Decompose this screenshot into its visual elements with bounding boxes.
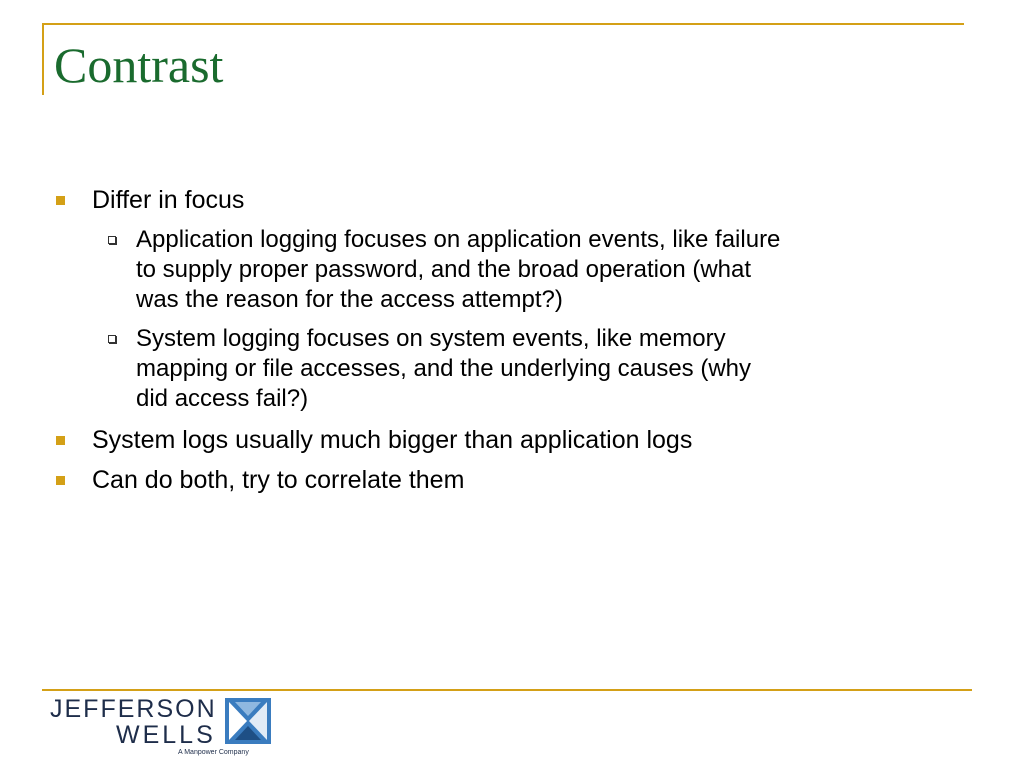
title-frame-top-rule [42,23,964,25]
footer-rule [42,689,972,691]
logo-line-1: JEFFERSON [50,695,217,723]
sub-bullet-text [136,225,906,315]
logo-line-2: WELLS [116,721,216,749]
sub-bullet-line: Application logging focuses on application events, like failure [136,226,781,253]
sub-bullet-line: was the reason for the access attempt?) [136,286,563,313]
sub-bullet-line: mapping or file accesses, and the underlying causes (why [136,355,751,382]
sub-bullet-line: System logging focuses on system events, like memory [136,325,726,352]
title-frame-left-rule [42,23,44,95]
hollow-square-bullet-icon [108,335,116,343]
slide-title: Contrast [54,37,224,93]
bullet-text: Can do both, try to correlate them [92,466,465,494]
bullet-text: Differ in focus [92,186,245,214]
square-bullet-icon [56,436,65,445]
jefferson-wells-logo [50,695,280,761]
bullet-text: System logs usually much bigger than application logs [92,426,693,454]
square-bullet-icon [56,196,65,205]
hollow-square-bullet-icon [108,236,116,244]
square-bullet-icon [56,476,65,485]
logo-mark-icon [225,698,271,744]
sub-bullet-line: did access fail?) [136,385,309,412]
logo-tagline: A Manpower Company [178,749,249,756]
sub-bullet-text [136,324,906,414]
sub-bullet-line: to supply proper password, and the broad operation (what [136,256,752,283]
